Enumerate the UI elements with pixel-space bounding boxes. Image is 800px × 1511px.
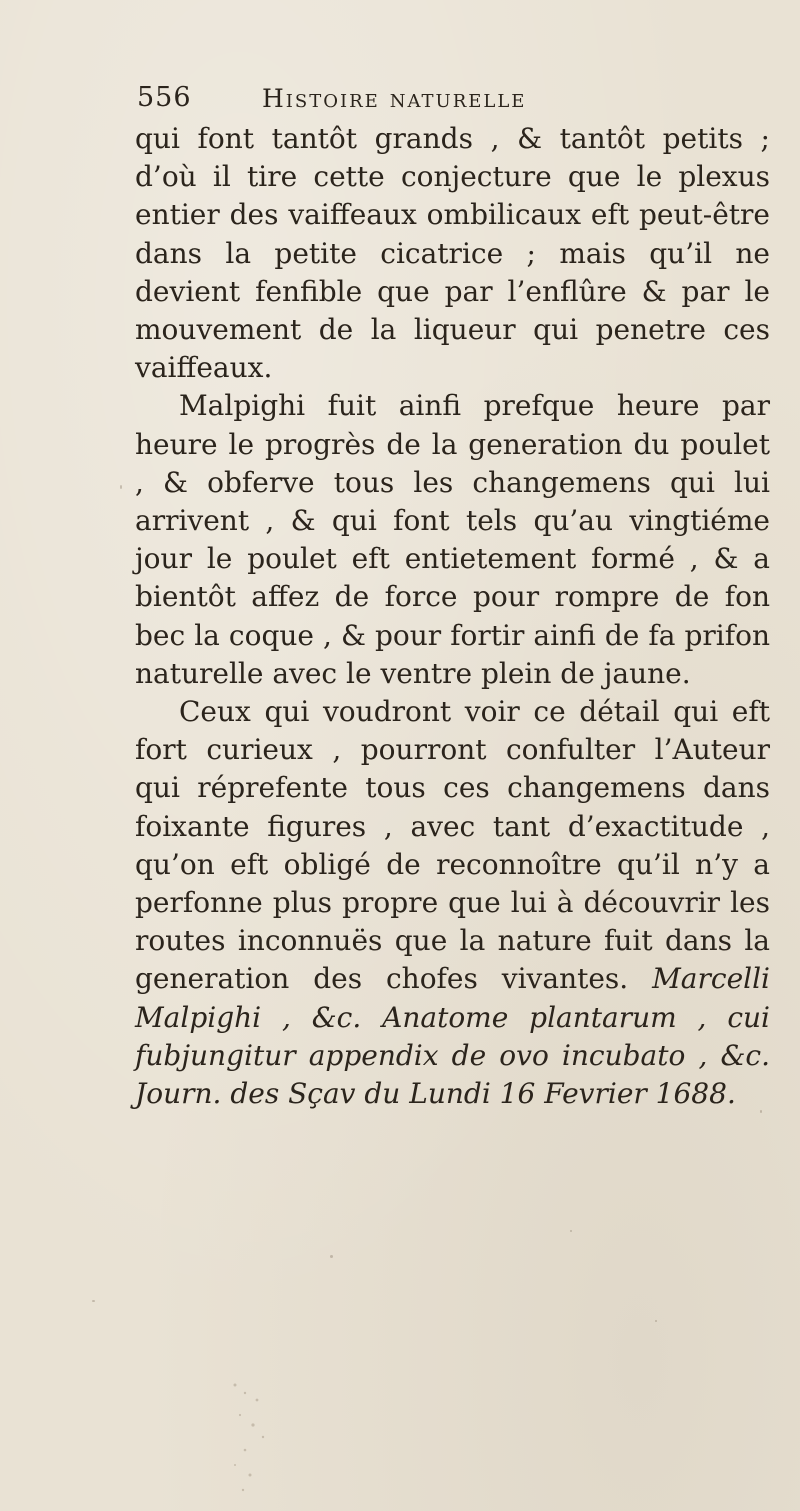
paper-speck xyxy=(120,485,122,489)
body-text xyxy=(135,120,770,1113)
page-number: 556 xyxy=(137,82,192,113)
paper-speck xyxy=(330,1255,333,1258)
paragraph-citation-text: Ceux qui voudront voir ce détail qui eft fort curieux , pourront confulter l’Auteur qui réprefente tous ces changemens dans foixante figures , avec tant d’exactitude , qu’on eft obligé de reconnoître qu’il n’y a perfonne plus propre que lui à découvrir les routes inconnuës que la nature fuit dans la generation des chofes vivantes. xyxy=(135,695,770,996)
paragraph-malpighi-observations: Malpighi fuit ainfi prefque heure par heure le progrès de la generation du poulet , & obferve tous les changemens qui lui arrivent , & qui font tels qu’au vingtiéme jour le poulet eft entietement formé , & a bientôt affez de force pour rompre de fon bec la coque , & pour fortir ainfi de fa prifon naturelle avec le ventre plein de jaune. xyxy=(135,389,770,690)
paragraph-citation xyxy=(135,693,770,1113)
paragraph-continuation: qui font tantôt grands , & tantôt petits ; d’où il tire cette conjecture que le plexus entier des vaiffeaux ombilicaux eft peut-être dans la petite cicatrice ; mais qu’il ne devient fenfible que par l’enflûre & par le mouvement de la liqueur qui penetre ces vaiffeaux. xyxy=(135,122,770,385)
paper-speck xyxy=(655,1320,657,1322)
running-head: Histoire naturelle xyxy=(262,84,527,113)
bibliographic-citation: Marcelli Malpighi , &c. Anatome plantarum , cui fubjungitur appendix de ovo incubato , &c. Journ. des Sçav du Lundi 16 Fevrier 1688. xyxy=(135,962,771,1111)
faint-press-mark xyxy=(215,1365,285,1505)
paper-speck xyxy=(92,1300,95,1302)
paper-speck xyxy=(570,1230,572,1232)
page-header xyxy=(112,80,712,124)
